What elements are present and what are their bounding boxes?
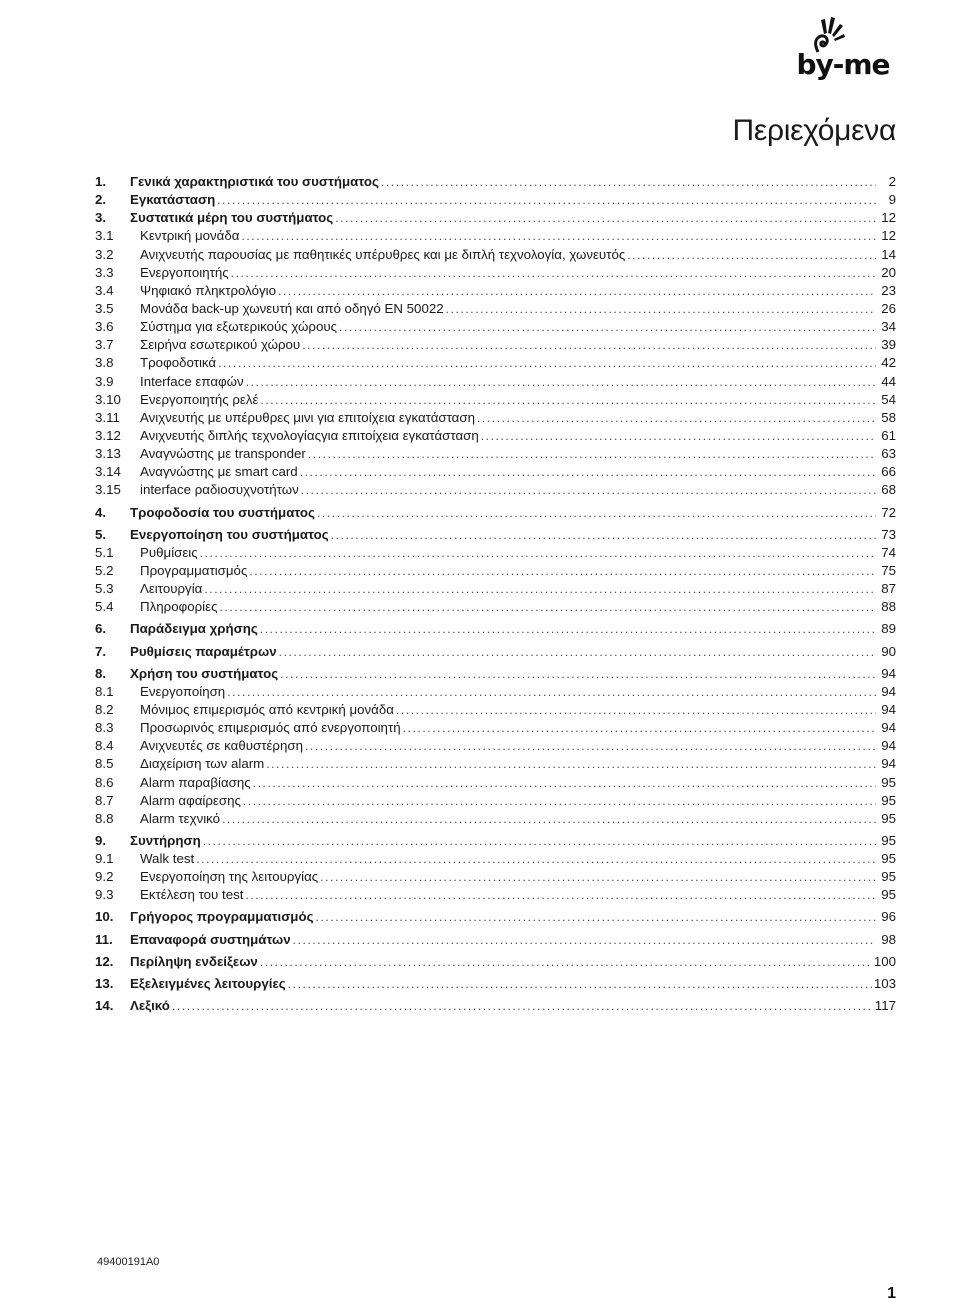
toc-entry-title: interface ραδιοσυχνοτήτων xyxy=(140,482,299,498)
toc-leader-dots xyxy=(204,582,876,596)
toc-entry[interactable] xyxy=(95,998,896,1016)
toc-leader-dots xyxy=(203,834,876,848)
toc-entry-page: 103 xyxy=(873,975,896,991)
toc-leader-dots xyxy=(481,429,876,443)
page-number: 1 xyxy=(887,1285,896,1302)
toc-entry-number: 8.6 xyxy=(95,774,114,790)
toc-entry-title: Αναγνώστης με smart card xyxy=(140,464,298,480)
toc-leader-dots xyxy=(627,248,876,262)
toc-leader-dots xyxy=(260,622,876,636)
toc-leader-dots xyxy=(260,955,872,969)
toc-entry-page: 12 xyxy=(881,210,896,226)
toc-entry-number: 5. xyxy=(95,526,107,542)
toc-entry-number: 8.4 xyxy=(95,738,114,754)
toc-entry[interactable] xyxy=(95,228,896,246)
toc-entry-page: 90 xyxy=(881,643,896,659)
toc-entry-page: 94 xyxy=(881,720,896,736)
toc-leader-dots xyxy=(301,483,876,497)
toc-entry-page: 23 xyxy=(881,282,896,298)
toc-entry[interactable] xyxy=(95,319,896,337)
toc-entry-number: 3.3 xyxy=(95,264,114,280)
toc-entry-number: 5.2 xyxy=(95,562,114,578)
toc-entry[interactable] xyxy=(95,775,896,793)
toc-entry-title: Παράδειγμα χρήσης xyxy=(130,621,258,637)
toc-entry-title: Πληροφορίες xyxy=(140,599,218,615)
toc-entry-title: Walk test xyxy=(140,851,195,867)
toc-entry-page: 94 xyxy=(881,738,896,754)
toc-leader-dots xyxy=(305,739,876,753)
toc-entry[interactable] xyxy=(95,210,896,228)
toc-entry[interactable] xyxy=(95,887,896,905)
toc-entry-title: Διαχείριση των alarm xyxy=(140,756,265,772)
toc-leader-dots xyxy=(196,852,876,866)
toc-entry-page: 95 xyxy=(881,869,896,885)
toc-entry-page: 54 xyxy=(881,391,896,407)
toc-leader-dots xyxy=(278,284,876,298)
toc-entry-number: 3.5 xyxy=(95,300,114,316)
document-code: 49400191A0 xyxy=(97,1256,160,1268)
toc-leader-dots xyxy=(446,302,876,316)
toc-entry-number: 8.1 xyxy=(95,683,114,699)
toc-entry-number: 9.2 xyxy=(95,869,114,885)
toc-entry-number: 3.1 xyxy=(95,228,114,244)
toc-entry[interactable] xyxy=(95,621,896,639)
toc-leader-dots xyxy=(308,447,876,461)
toc-leader-dots xyxy=(243,794,876,808)
toc-entry-number: 8.8 xyxy=(95,810,114,826)
toc-entry-number: 7. xyxy=(95,643,107,659)
toc-entry-number: 8.5 xyxy=(95,756,114,772)
toc-entry[interactable] xyxy=(95,720,896,738)
toc-entry[interactable] xyxy=(95,954,896,972)
toc-entry-page: 74 xyxy=(881,544,896,560)
toc-entry-number: 3.7 xyxy=(95,337,114,353)
toc-entry-number: 11. xyxy=(95,931,113,947)
toc-entry-number: 10. xyxy=(95,909,114,925)
toc-entry[interactable] xyxy=(95,666,896,684)
page-title: Περιεχόμενα xyxy=(732,114,896,147)
toc-entry-page: 100 xyxy=(873,953,896,969)
toc-entry-page: 9 xyxy=(888,192,896,208)
toc-entry-number: 4. xyxy=(95,504,107,520)
toc-entry[interactable] xyxy=(95,392,896,410)
toc-entry-number: 8.3 xyxy=(95,720,114,736)
toc-entry-page: 26 xyxy=(881,300,896,316)
toc-entry-number: 3.15 xyxy=(95,482,121,498)
toc-entry-title: Ανιχνευτής παρουσίας με παθητικές υπέρυθρες και με διπλή τεχνολογία, χωνευτός xyxy=(140,246,626,262)
toc-entry[interactable] xyxy=(95,869,896,887)
toc-entry-number: 5.4 xyxy=(95,599,114,615)
toc-entry[interactable] xyxy=(95,428,896,446)
toc-entry-page: 75 xyxy=(881,562,896,578)
toc-entry-number: 3.2 xyxy=(95,246,114,262)
toc-entry-title: Ενεργοποίηση της λειτουργίας xyxy=(140,869,319,885)
toc-entry-number: 8.2 xyxy=(95,701,114,717)
toc-entry[interactable] xyxy=(95,355,896,373)
toc-entry-title: Ρυθμίσεις παραμέτρων xyxy=(130,643,277,659)
toc-entry-number: 3. xyxy=(95,210,107,226)
toc-entry-title: Ανιχνευτής διπλής τεχνολογίαςγια επιτοίχεια εγκατάσταση xyxy=(140,427,479,443)
toc-entry-page: 72 xyxy=(881,504,896,520)
toc-entry-page: 42 xyxy=(881,355,896,371)
toc-entry-page: 12 xyxy=(881,228,896,244)
toc-leader-dots xyxy=(222,812,876,826)
toc-entry-title: Ενεργοποιητής ρελέ xyxy=(140,391,259,407)
toc-entry-number: 3.4 xyxy=(95,282,114,298)
toc-entry-page: 95 xyxy=(881,851,896,867)
toc-entry-title: Εξελειγμένες λειτουργίες xyxy=(130,975,286,991)
toc-entry-title: Σύστημα για εξωτερικούς χώρους xyxy=(140,319,338,335)
toc-entry[interactable] xyxy=(95,644,896,662)
toc-entry[interactable] xyxy=(95,793,896,811)
toc-entry[interactable] xyxy=(95,410,896,428)
toc-entry-page: 73 xyxy=(881,526,896,542)
toc-entry-title: Αναγνώστης με transponder xyxy=(140,446,306,462)
toc-leader-dots xyxy=(320,870,876,884)
toc-entry[interactable] xyxy=(95,851,896,869)
toc-entry-title: Συστατικά μέρη του συστήματος xyxy=(130,210,334,226)
toc-entry[interactable] xyxy=(95,833,896,851)
toc-entry[interactable] xyxy=(95,464,896,482)
logo-wordmark: by-me xyxy=(796,48,890,81)
toc-entry-number: 5.1 xyxy=(95,544,114,560)
toc-entry[interactable] xyxy=(95,599,896,617)
toc-entry-title: Ανιχνευτές σε καθυστέρηση xyxy=(140,738,303,754)
toc-entry[interactable] xyxy=(95,505,896,523)
toc-entry-title: Περίληψη ενδείξεων xyxy=(130,953,258,969)
toc-entry-title: Προγραμματισμός xyxy=(140,562,248,578)
brand-logo xyxy=(788,14,898,84)
toc-entry-title: Ρυθμίσεις xyxy=(140,544,198,560)
toc-entry-title: Εκτέλεση του test xyxy=(140,887,244,903)
toc-entry-title: Ενεργοποίηση του συστήματος xyxy=(130,526,329,542)
toc-entry[interactable] xyxy=(95,283,896,301)
toc-entry-title: Σειρήνα εσωτερικού χώρου xyxy=(140,337,301,353)
toc-entry-page: 95 xyxy=(881,774,896,790)
toc-entry-title: Ενεργοποίηση xyxy=(140,683,226,699)
toc-entry-number: 9.3 xyxy=(95,887,114,903)
toc-entry[interactable] xyxy=(95,976,896,994)
toc-entry[interactable] xyxy=(95,932,896,950)
toc-leader-dots xyxy=(217,193,876,207)
toc-leader-dots xyxy=(288,977,872,991)
toc-entry-number: 8.7 xyxy=(95,792,114,808)
toc-leader-dots xyxy=(300,465,876,479)
toc-entry[interactable] xyxy=(95,482,896,500)
toc-entry-number: 3.13 xyxy=(95,446,121,462)
toc-leader-dots xyxy=(477,411,876,425)
toc-entry-title: Γρήγορος προγραμματισμός xyxy=(130,909,314,925)
toc-entry-title: Μονάδα back-up χωνευτή και από οδηγό EN 50022 xyxy=(140,300,444,316)
toc-entry[interactable] xyxy=(95,301,896,319)
toc-entry[interactable] xyxy=(95,545,896,563)
table-of-contents xyxy=(95,174,896,1016)
toc-leader-dots xyxy=(381,175,876,189)
toc-entry[interactable] xyxy=(95,192,896,210)
toc-entry-page: 34 xyxy=(881,319,896,335)
toc-entry-number: 2. xyxy=(95,192,107,208)
toc-entry[interactable] xyxy=(95,684,896,702)
toc-leader-dots xyxy=(403,721,876,735)
toc-leader-dots xyxy=(253,776,876,790)
toc-entry-title: Γενικά χαρακτηριστικά του συστήματος xyxy=(130,174,379,189)
toc-entry[interactable] xyxy=(95,738,896,756)
toc-entry-title: Τροφοδοτικά xyxy=(140,355,217,371)
toc-entry-title: Λειτουργία xyxy=(140,581,203,597)
toc-entry-page: 96 xyxy=(881,909,896,925)
toc-entry-number: 3.14 xyxy=(95,464,121,480)
toc-entry-title: Τροφοδοσία του συστήματος xyxy=(130,504,315,520)
toc-entry-page: 95 xyxy=(881,832,896,848)
toc-leader-dots xyxy=(317,506,876,520)
toc-entry-title: Ενεργοποιητής xyxy=(140,264,229,280)
toc-entry-title: Ανιχνευτής με υπέρυθρες μινι για επιτοίχεια εγκατάσταση xyxy=(140,409,475,425)
toc-leader-dots xyxy=(302,338,876,352)
toc-entry-title: Interface επαφών xyxy=(140,373,244,389)
toc-entry-number: 14. xyxy=(95,998,114,1014)
toc-entry-page: 95 xyxy=(881,887,896,903)
toc-entry-number: 1. xyxy=(95,174,107,189)
toc-entry-number: 8. xyxy=(95,665,107,681)
toc-leader-dots xyxy=(172,999,873,1013)
toc-entry-title: Λεξικό xyxy=(130,998,170,1014)
toc-entry-page: 94 xyxy=(881,665,896,681)
toc-entry-title: Alarm τεχνικό xyxy=(140,810,221,826)
toc-entry[interactable] xyxy=(95,756,896,774)
toc-entry-number: 3.12 xyxy=(95,427,121,443)
toc-entry-page: 66 xyxy=(881,464,896,480)
toc-entry[interactable] xyxy=(95,527,896,545)
toc-leader-dots xyxy=(219,600,876,614)
toc-entry-page: 95 xyxy=(881,792,896,808)
toc-leader-dots xyxy=(293,933,876,947)
toc-entry-number: 12. xyxy=(95,953,114,969)
toc-entry[interactable] xyxy=(95,563,896,581)
toc-entry[interactable] xyxy=(95,374,896,392)
toc-entry-number: 5.3 xyxy=(95,581,114,597)
toc-entry-page: 87 xyxy=(881,581,896,597)
toc-leader-dots xyxy=(279,645,876,659)
toc-entry-title: Κεντρική μονάδα xyxy=(140,228,240,244)
toc-entry-page: 61 xyxy=(881,427,896,443)
toc-entry-page: 58 xyxy=(881,409,896,425)
toc-entry-page: 39 xyxy=(881,337,896,353)
toc-leader-dots xyxy=(266,757,876,771)
toc-entry-number: 3.9 xyxy=(95,373,114,389)
toc-entry-number: 3.8 xyxy=(95,355,114,371)
toc-entry[interactable] xyxy=(95,337,896,355)
toc-entry-number: 3.11 xyxy=(95,409,120,425)
toc-entry-page: 98 xyxy=(881,931,896,947)
toc-leader-dots xyxy=(200,546,876,560)
toc-entry[interactable] xyxy=(95,702,896,720)
toc-entry-page: 44 xyxy=(881,373,896,389)
toc-entry-page: 117 xyxy=(874,998,896,1014)
toc-entry-number: 13. xyxy=(95,975,114,991)
toc-entry-page: 88 xyxy=(881,599,896,615)
toc-entry-title: Συντήρηση xyxy=(130,832,201,848)
toc-entry-number: 9.1 xyxy=(95,851,114,867)
toc-leader-dots xyxy=(249,564,876,578)
toc-entry-number: 9. xyxy=(95,832,107,848)
toc-leader-dots xyxy=(331,528,876,542)
toc-entry-page: 2 xyxy=(888,174,896,189)
toc-entry-title: Ψηφιακό πληκτρολόγιο xyxy=(140,282,277,298)
toc-entry-page: 89 xyxy=(881,621,896,637)
toc-entry-title: Εγκατάσταση xyxy=(130,192,216,208)
toc-entry[interactable] xyxy=(95,247,896,265)
toc-leader-dots xyxy=(315,910,876,924)
toc-entry[interactable] xyxy=(95,909,896,927)
toc-leader-dots xyxy=(227,685,876,699)
toc-entry[interactable] xyxy=(95,581,896,599)
toc-leader-dots xyxy=(245,888,876,902)
toc-entry-page: 94 xyxy=(881,683,896,699)
toc-leader-dots xyxy=(335,211,876,225)
toc-leader-dots xyxy=(339,320,876,334)
toc-entry[interactable] xyxy=(95,174,896,192)
toc-entry-number: 6. xyxy=(95,621,107,637)
toc-leader-dots xyxy=(241,229,876,243)
toc-entry-title: Προσωρινός επιμερισμός από ενεργοποιητή xyxy=(140,720,401,736)
toc-entry[interactable] xyxy=(95,446,896,464)
toc-entry-number: 3.10 xyxy=(95,391,121,407)
toc-entry[interactable] xyxy=(95,811,896,829)
toc-entry-title: Χρήση του συστήματος xyxy=(130,665,279,681)
toc-leader-dots xyxy=(260,393,876,407)
toc-entry-title: Επαναφορά συστημάτων xyxy=(130,931,291,947)
toc-entry[interactable] xyxy=(95,265,896,283)
toc-leader-dots xyxy=(246,375,876,389)
toc-leader-dots xyxy=(218,356,876,370)
toc-entry-page: 14 xyxy=(881,246,896,262)
toc-entry-number: 3.6 xyxy=(95,319,114,335)
toc-entry-title: Μόνιμος επιμερισμός από κεντρική μονάδα xyxy=(140,701,394,717)
toc-entry-page: 63 xyxy=(881,446,896,462)
toc-leader-dots xyxy=(231,266,876,280)
toc-entry-page: 95 xyxy=(881,810,896,826)
toc-leader-dots xyxy=(396,703,876,717)
toc-entry-page: 94 xyxy=(881,701,896,717)
toc-entry-title: Alarm παραβίασης xyxy=(140,774,251,790)
toc-entry-title: Alarm αφαίρεσης xyxy=(140,792,241,808)
toc-leader-dots xyxy=(280,667,876,681)
toc-entry-page: 94 xyxy=(881,756,896,772)
toc-entry-page: 68 xyxy=(881,482,896,498)
toc-entry-page: 20 xyxy=(881,264,896,280)
